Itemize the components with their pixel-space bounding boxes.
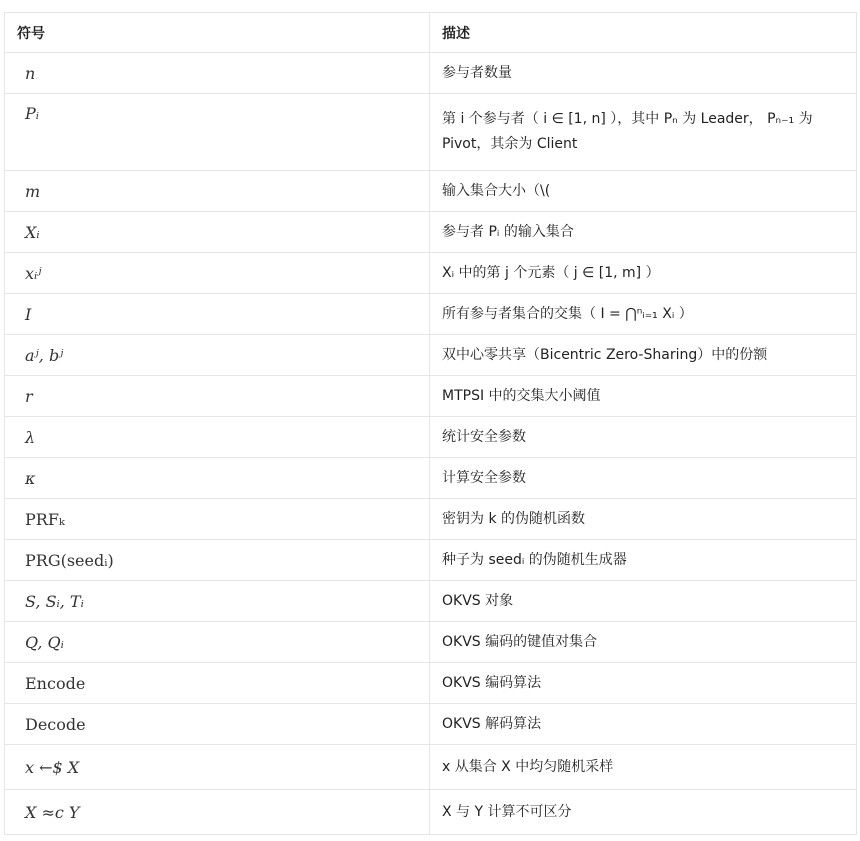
- symbol-text: Xᵢ: [25, 222, 40, 242]
- symbol-text: I: [25, 304, 32, 324]
- symbol-text: Pᵢ: [25, 104, 39, 123]
- table-row: [5, 253, 857, 294]
- table-row: [5, 212, 857, 253]
- symbol-text: m: [25, 181, 41, 201]
- symbol-cell: [5, 253, 430, 294]
- table-row: [5, 790, 857, 835]
- symbol-cell: [5, 376, 430, 417]
- description-cell: 参与者 Pᵢ 的输入集合: [430, 212, 857, 253]
- description-cell: Xᵢ 中的第 j 个元素（ j ∈ [1, m] ）: [430, 253, 857, 294]
- symbol-cell: [5, 94, 430, 171]
- symbol-table-container: [4, 12, 856, 835]
- table-row: [5, 458, 857, 499]
- symbol-cell: [5, 704, 430, 745]
- description-cell: 输入集合大小（\(: [430, 171, 857, 212]
- symbol-text: X ≈c Y: [25, 802, 80, 822]
- description-cell: x 从集合 X 中均匀随机采样: [430, 745, 857, 790]
- description-cell: MTPSI 中的交集大小阈值: [430, 376, 857, 417]
- table-row: [5, 53, 857, 94]
- symbol-text: n: [25, 63, 36, 83]
- symbol-cell: [5, 458, 430, 499]
- table-row: [5, 622, 857, 663]
- table-row: [5, 704, 857, 745]
- table-row: [5, 335, 857, 376]
- table-row: [5, 294, 857, 335]
- description-cell: 双中心零共享（Bicentric Zero-Sharing）中的份额: [430, 335, 857, 376]
- symbol-text: xᵢʲ: [25, 263, 42, 283]
- symbol-text: S, Sᵢ, Tᵢ: [25, 591, 84, 611]
- symbol-cell: [5, 171, 430, 212]
- description-cell: 参与者数量: [430, 53, 857, 94]
- table-row: [5, 376, 857, 417]
- symbol-cell: [5, 294, 430, 335]
- table-row: [5, 499, 857, 540]
- description-cell: OKVS 编码的键值对集合: [430, 622, 857, 663]
- table-row: [5, 94, 857, 171]
- description-cell: 所有参与者集合的交集（ I = ⋂ⁿᵢ₌₁ Xᵢ ）: [430, 294, 857, 335]
- symbol-text: κ: [25, 468, 36, 488]
- header-symbol: 符号: [5, 13, 430, 53]
- symbol-text: λ: [25, 427, 36, 447]
- description-cell: OKVS 对象: [430, 581, 857, 622]
- description-cell: OKVS 解码算法: [430, 704, 857, 745]
- symbol-cell: [5, 499, 430, 540]
- symbol-cell: [5, 540, 430, 581]
- table-row: [5, 540, 857, 581]
- symbol-cell: [5, 790, 430, 835]
- table-row: [5, 417, 857, 458]
- symbol-text: aʲ, bʲ: [25, 345, 64, 365]
- table-row: [5, 171, 857, 212]
- description-cell: 计算安全参数: [430, 458, 857, 499]
- symbol-text: PRG(seedᵢ): [25, 550, 114, 570]
- symbol-cell: [5, 335, 430, 376]
- symbol-cell: [5, 212, 430, 253]
- symbol-cell: [5, 581, 430, 622]
- symbol-table: [4, 12, 857, 835]
- symbol-cell: [5, 663, 430, 704]
- description-cell: 第 i 个参与者（ i ∈ [1, n] ），其中 Pₙ 为 Leader， Pₙ₋₁ 为 Pivot，其余为 Client: [430, 94, 857, 171]
- symbol-cell: [5, 417, 430, 458]
- table-header-row: [5, 13, 857, 53]
- symbol-text: x ←$ X: [25, 757, 80, 777]
- table-row: [5, 745, 857, 790]
- table-row: [5, 663, 857, 704]
- symbol-text: PRFₖ: [25, 509, 65, 529]
- symbol-text: Encode: [25, 673, 86, 693]
- description-cell: 统计安全参数: [430, 417, 857, 458]
- symbol-text: r: [25, 386, 33, 406]
- header-description: 描述: [430, 13, 857, 53]
- description-cell: X 与 Y 计算不可区分: [430, 790, 857, 835]
- description-cell: 种子为 seedᵢ 的伪随机生成器: [430, 540, 857, 581]
- symbol-text: Decode: [25, 714, 86, 734]
- symbol-cell: [5, 745, 430, 790]
- symbol-cell: [5, 622, 430, 663]
- description-cell: OKVS 编码算法: [430, 663, 857, 704]
- symbol-cell: [5, 53, 430, 94]
- symbol-text: Q, Qᵢ: [25, 632, 64, 652]
- description-cell: 密钥为 k 的伪随机函数: [430, 499, 857, 540]
- table-row: [5, 581, 857, 622]
